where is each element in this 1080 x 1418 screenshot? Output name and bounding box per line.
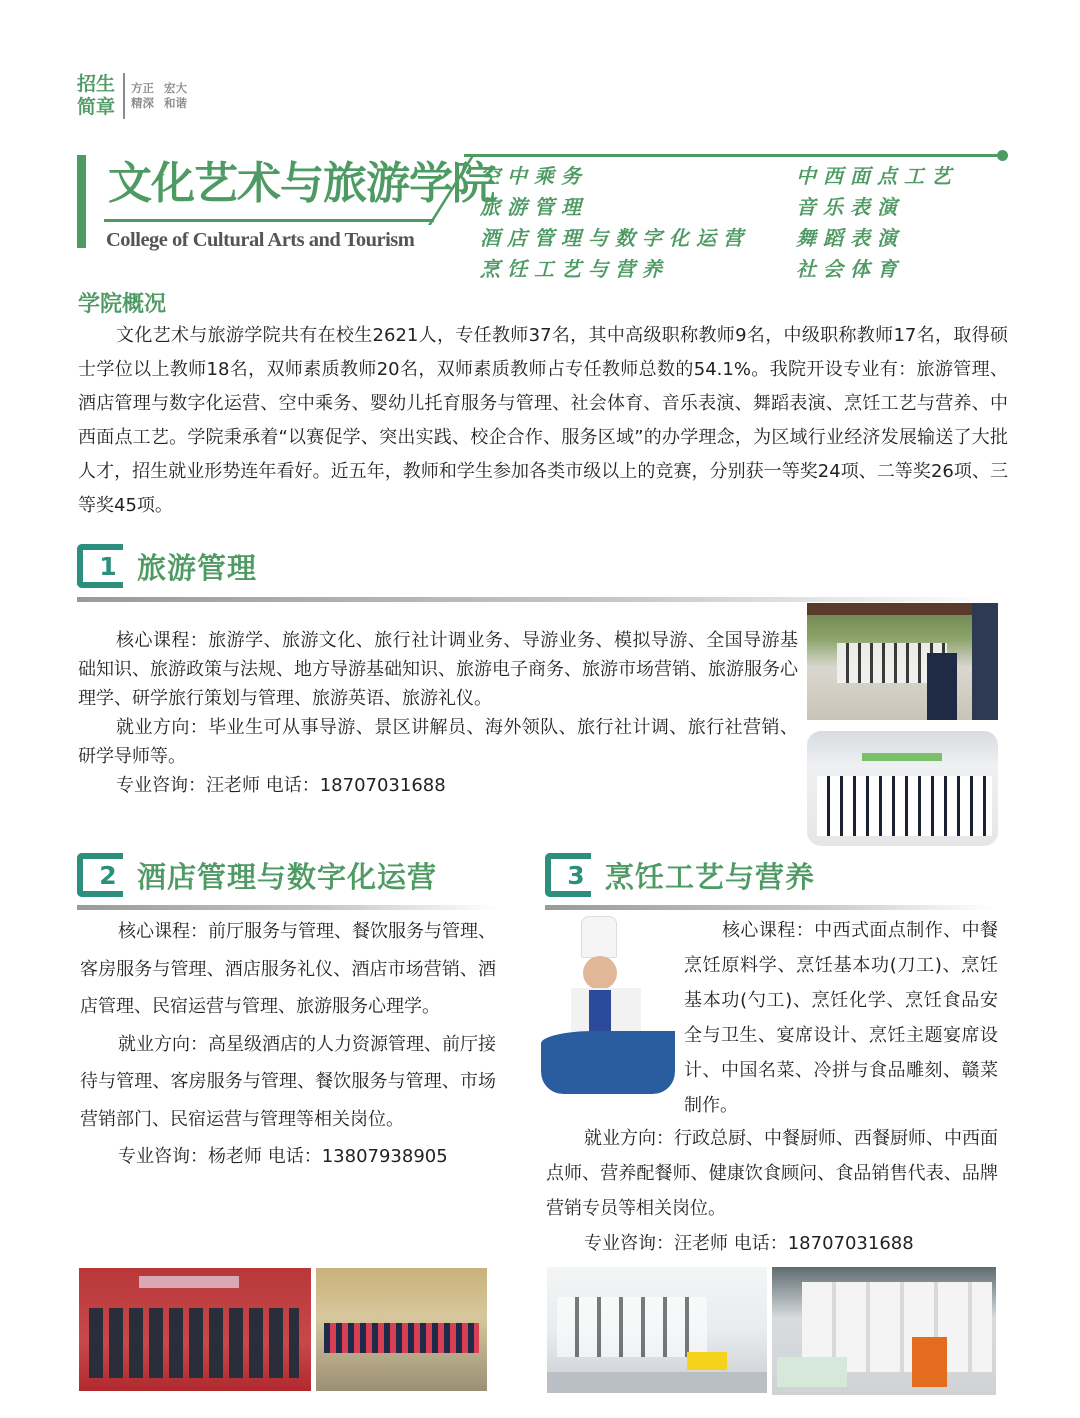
major-item: 空中乘务 <box>480 164 588 188</box>
section-1-heading <box>77 544 257 588</box>
core-courses: 核心课程：中西式面点制作、中餐烹饪原料学、烹饪基本功(刀工)、烹饪基本功(勺工)、烹饪化学、烹饪食品安全与卫生、宴席设计、烹饪主题宴席设计、中国名菜、冷拼与食品雕刻、赣菜制作。 <box>684 920 998 1116</box>
section-3-careers <box>546 1121 998 1261</box>
section-number-badge <box>77 544 123 588</box>
career-direction: 就业方向：高星级酒店的人力资源管理、前厅接待与管理、客房服务与管理、餐饮服务与管理、市场营销部门、民宿运营与管理等相关岗位。 <box>80 1033 496 1130</box>
section-number: 1 <box>99 551 117 581</box>
core-courses: 核心课程：旅游学、旅游文化、旅行社计调业务、导游业务、模拟导游、全国导游基础知识、旅游政策与法规、地方导游基础知识、旅游电子商务、旅游市场营销、旅游服务心理学、研学旅行策划与管理、旅游英语、旅游礼仪。 <box>78 630 798 709</box>
majors-list <box>480 163 1000 283</box>
kitchen-visit-photo <box>547 1267 767 1393</box>
section-divider <box>77 905 497 910</box>
major-item: 烹饪工艺与营养 <box>480 257 669 281</box>
core-courses: 核心课程：前厅服务与管理、餐饮服务与管理、客房服务与管理、酒店服务礼仪、酒店市场营销、酒店管理、民宿运营与管理、旅游服务心理学。 <box>80 921 496 1017</box>
section-3-heading <box>545 853 815 897</box>
contact-info: 专业咨询：汪老师 电话：18707031688 <box>584 1233 914 1254</box>
section-title: 酒店管理与数字化运营 <box>137 859 438 894</box>
major-item: 酒店管理与数字化运营 <box>480 226 750 250</box>
section-number-badge <box>77 853 123 897</box>
motto-item: 和谐 <box>164 96 187 110</box>
brand-title-line2: 简章 <box>77 96 116 118</box>
header-accent-bar <box>77 155 86 248</box>
motto-item: 方正 <box>131 81 154 95</box>
section-2-heading <box>77 853 437 897</box>
page-title: 文化艺术与旅游学院 <box>108 158 495 209</box>
brand-divider <box>123 73 125 119</box>
header-line-dot <box>997 150 1008 161</box>
section-number: 3 <box>567 860 585 890</box>
brand-mark <box>77 73 197 119</box>
section-title: 烹饪工艺与营养 <box>605 859 816 894</box>
section-title: 旅游管理 <box>137 550 258 585</box>
section-number: 2 <box>99 860 117 890</box>
career-direction: 就业方向：毕业生可从事导游、景区讲解员、海外领队、旅行社计调、旅行社营销、研学导师等。 <box>78 717 798 767</box>
brand-title <box>77 73 121 119</box>
unveiling-ceremony-photo <box>79 1268 311 1391</box>
page-subtitle-english: College of Cultural Arts and Tourism <box>106 229 415 251</box>
group-photo-classroom <box>807 731 998 846</box>
motto-item: 精深 <box>131 96 154 110</box>
section-3-body <box>546 913 998 1123</box>
career-direction: 就业方向：行政总厨、中餐厨师、西餐厨师、中西面点师、营养配餐师、健康饮食顾问、食品销售代表、品牌营销专员等相关岗位。 <box>546 1128 998 1219</box>
major-item: 中西面点工艺 <box>796 164 958 188</box>
overview-heading: 学院概况 <box>78 292 167 317</box>
section-1-body <box>78 626 798 800</box>
hotel-staff-lineup-photo <box>316 1268 487 1391</box>
section-divider <box>545 905 995 910</box>
culinary-students-photo <box>772 1267 996 1395</box>
students-marching-corridor-photo <box>807 603 998 720</box>
section-2-body <box>80 913 496 1176</box>
major-item: 舞蹈表演 <box>796 226 904 250</box>
header-underline <box>104 219 434 222</box>
overview-paragraph: 文化艺术与旅游学院共有在校生2621人，专任教师37名，其中高级职称教师9名，中级职称教师17名，取得硕士学位以上教师18名，双师素质教师20名，双师素质教师占专任教师总数的54.1%。我院开设专业有：旅游管理、酒店管理与数字化运营、空中乘务、婴幼儿托育服务与管理、社会体育、音乐表演、舞蹈表演、烹饪工艺与营养、中西面点工艺。学院秉承着“以赛促学、突出实践、校企合作、服务区域”的办学理念，为区域行业经济发展输送了大批人才，招生就业形势连年看好。近五年，教师和学生参加各类市级以上的竞赛，分别获一等奖24项、二等奖26项、三等奖45项。 <box>78 325 1008 516</box>
contact-info: 专业咨询：汪老师 电话：18707031688 <box>116 775 446 796</box>
major-item: 音乐表演 <box>796 195 904 219</box>
header-top-line <box>464 154 1002 157</box>
motto-item: 宏大 <box>164 81 187 95</box>
brand-title-line1: 招生 <box>77 73 116 95</box>
section-divider <box>77 597 997 602</box>
major-item: 社会体育 <box>796 257 904 281</box>
contact-info: 专业咨询：杨老师 电话：13807938905 <box>118 1146 448 1167</box>
section-number-badge <box>545 853 591 897</box>
brand-motto <box>131 81 197 111</box>
major-item: 旅游管理 <box>480 195 588 219</box>
